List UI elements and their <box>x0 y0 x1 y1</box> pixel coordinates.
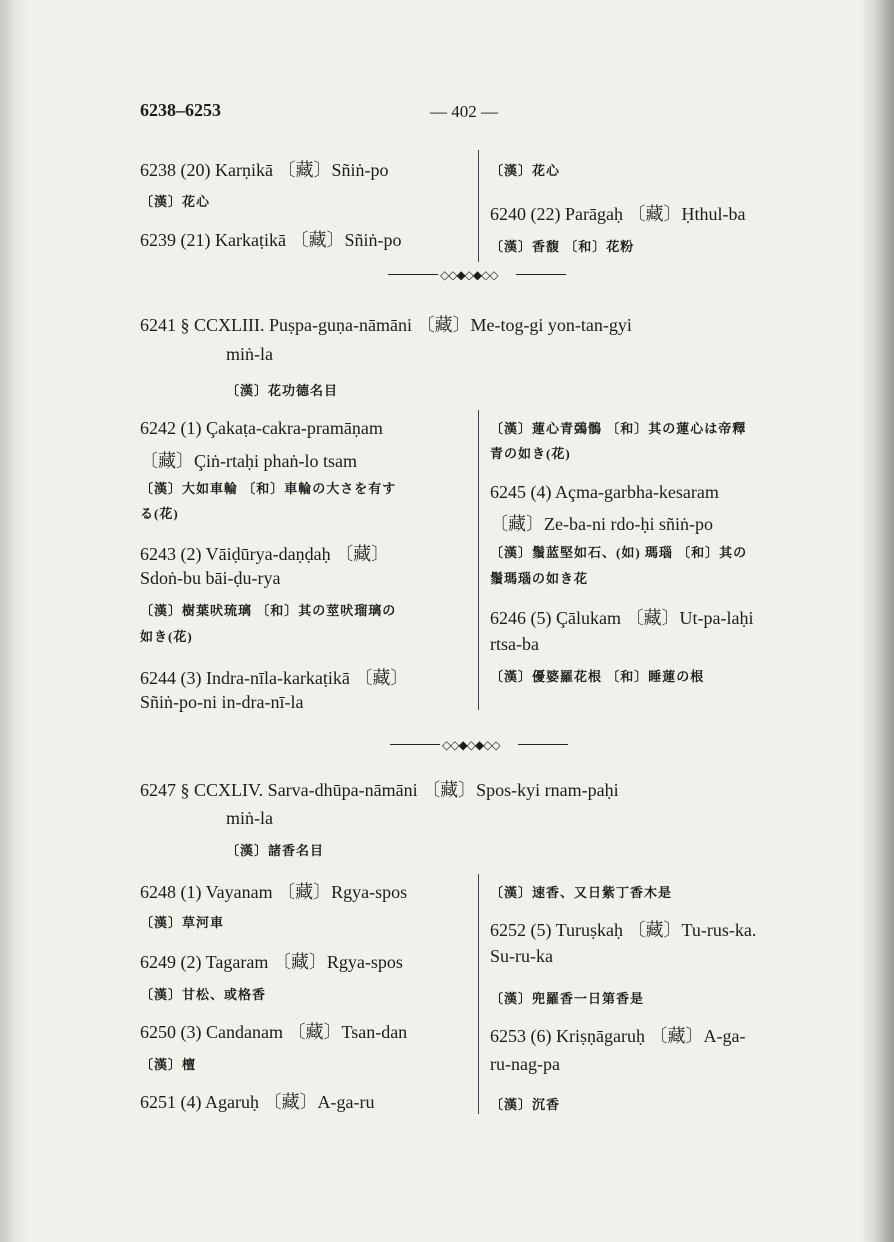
entry-6250: 6250 (3) Candanam 〔藏〕Tsan-dan <box>140 1022 408 1042</box>
entry-6244-chinese-cont: 青の如き(花) <box>490 446 571 461</box>
column-rule <box>478 150 479 262</box>
entry-6249-chinese: 〔漢〕甘松、或格香 <box>140 987 267 1002</box>
section-ccxliv-heading-cont: miṅ-la <box>226 808 273 828</box>
entry-6239: 6239 (21) Karkaṭikā 〔藏〕Sñiṅ-po <box>140 230 402 250</box>
entry-6240-chinese: 〔漢〕香馥 〔和〕花粉 <box>490 239 635 254</box>
entry-6249: 6249 (2) Tagaram 〔藏〕Rgya-spos <box>140 952 403 972</box>
page-edge-right <box>860 0 894 1242</box>
entry-6238-chinese: 〔漢〕花心 <box>140 194 211 209</box>
entry-6250-chinese: 〔漢〕檀 <box>140 1057 197 1072</box>
section-ccxliv-chinese: 〔漢〕諸香名目 <box>226 843 325 858</box>
section-ccxliii-chinese: 〔漢〕花功德名目 <box>226 383 339 398</box>
column-rule <box>478 410 479 710</box>
entry-6243-chinese: 〔漢〕樹葉吠琉璃 〔和〕其の莖吠瑠璃の <box>140 603 397 618</box>
entry-6251: 6251 (4) Agaruḥ 〔藏〕A-ga-ru <box>140 1092 375 1112</box>
entry-6243-tibetan: Sdoṅ-bu bāi-ḍu-rya <box>140 568 281 588</box>
section-ccxliii-heading: 6241 § CCXLIII. Puṣpa-guṇa-nāmāni 〔藏〕Me-tog-gi yon-tan-gyi <box>140 315 632 335</box>
entry-6244: 6244 (3) Indra-nīla-karkaṭikā 〔藏〕 <box>140 668 409 688</box>
section-ornament <box>388 268 566 282</box>
entry-6246: 6246 (5) Çālukam 〔藏〕Ut-pa-laḥi <box>490 608 754 628</box>
entry-6243: 6243 (2) Vāiḍūrya-daṇḍaḥ 〔藏〕 <box>140 544 390 564</box>
entry-6252-chinese: 〔漢〕兜羅香一日第香是 <box>490 991 645 1006</box>
entry-6251-chinese: 〔漢〕速香、又日紫丁香木是 <box>490 885 673 900</box>
entry-6239-chinese: 〔漢〕花心 <box>490 163 561 178</box>
entry-6240: 6240 (22) Parāgaḥ 〔藏〕Ḥthul-ba <box>490 204 746 224</box>
entry-6245-chinese: 〔漢〕鬚蓝堅如石、(如) 瑪瑙 〔和〕其の <box>490 545 748 560</box>
entry-6248-chinese: 〔漢〕草河車 <box>140 915 225 930</box>
entry-6252: 6252 (5) Turuṣkaḥ 〔藏〕Tu-rus-ka. <box>490 920 757 940</box>
entry-6252-cont: Su-ru-ka <box>490 946 553 966</box>
entry-6244-chinese: 〔漢〕蓮心青鵶鶻 〔和〕其の蓮心は帝釋 <box>490 421 747 436</box>
entry-6248: 6248 (1) Vayanam 〔藏〕Rgya-spos <box>140 882 408 902</box>
ornament-glyph: ◇◇◆◇◆◇◇ <box>442 738 500 752</box>
entry-6244-tibetan: Sñiṅ-po-ni in-dra-nī-la <box>140 692 304 712</box>
column-rule <box>478 874 479 1114</box>
header-entry-range: 6238–6253 <box>140 100 221 120</box>
entry-6242: 6242 (1) Çakaṭa-cakra-pramāṇam <box>140 418 383 438</box>
entry-6253-cont: ru-nag-pa <box>490 1054 560 1074</box>
entry-6245: 6245 (4) Açma-garbha-kesaram <box>490 482 719 502</box>
entry-6245-chinese-cont: 鬚瑪瑙の如き花 <box>490 571 589 586</box>
entry-6245-tibetan: 〔藏〕Ze-ba-ni rdo-ḥi sñiṅ-po <box>490 514 713 534</box>
section-ornament <box>390 738 568 752</box>
page-edge-left <box>0 0 30 1242</box>
ornament-glyph: ◇◇◆◇◆◇◇ <box>440 268 498 282</box>
section-ccxliii-heading-cont: miṅ-la <box>226 344 273 364</box>
entry-6238: 6238 (20) Karṇikā 〔藏〕Sñiṅ-po <box>140 160 389 180</box>
entry-6246-chinese: 〔漢〕優婆羅花根 〔和〕睡蓮の根 <box>490 669 705 684</box>
entry-6246-tibetan: rtsa-ba <box>490 634 539 654</box>
entry-6243-chinese-cont: 如き(花) <box>140 629 193 644</box>
entry-6242-chinese-cont: る(花) <box>140 506 179 521</box>
entry-6242-tibetan: 〔藏〕Çiṅ-rtaḥi phaṅ-lo tsam <box>140 451 357 471</box>
entry-6253-chinese: 〔漢〕沉香 <box>490 1097 561 1112</box>
entry-6242-chinese: 〔漢〕大如車輪 〔和〕車輪の大さを有す <box>140 481 397 496</box>
page-number: — 402 — <box>430 102 498 121</box>
section-ccxliv-heading: 6247 § CCXLIV. Sarva-dhūpa-nāmāni 〔藏〕Spos-kyi rnam-paḥi <box>140 780 619 800</box>
entry-6253: 6253 (6) Kriṣṇāgaruḥ 〔藏〕A-ga- <box>490 1026 746 1046</box>
